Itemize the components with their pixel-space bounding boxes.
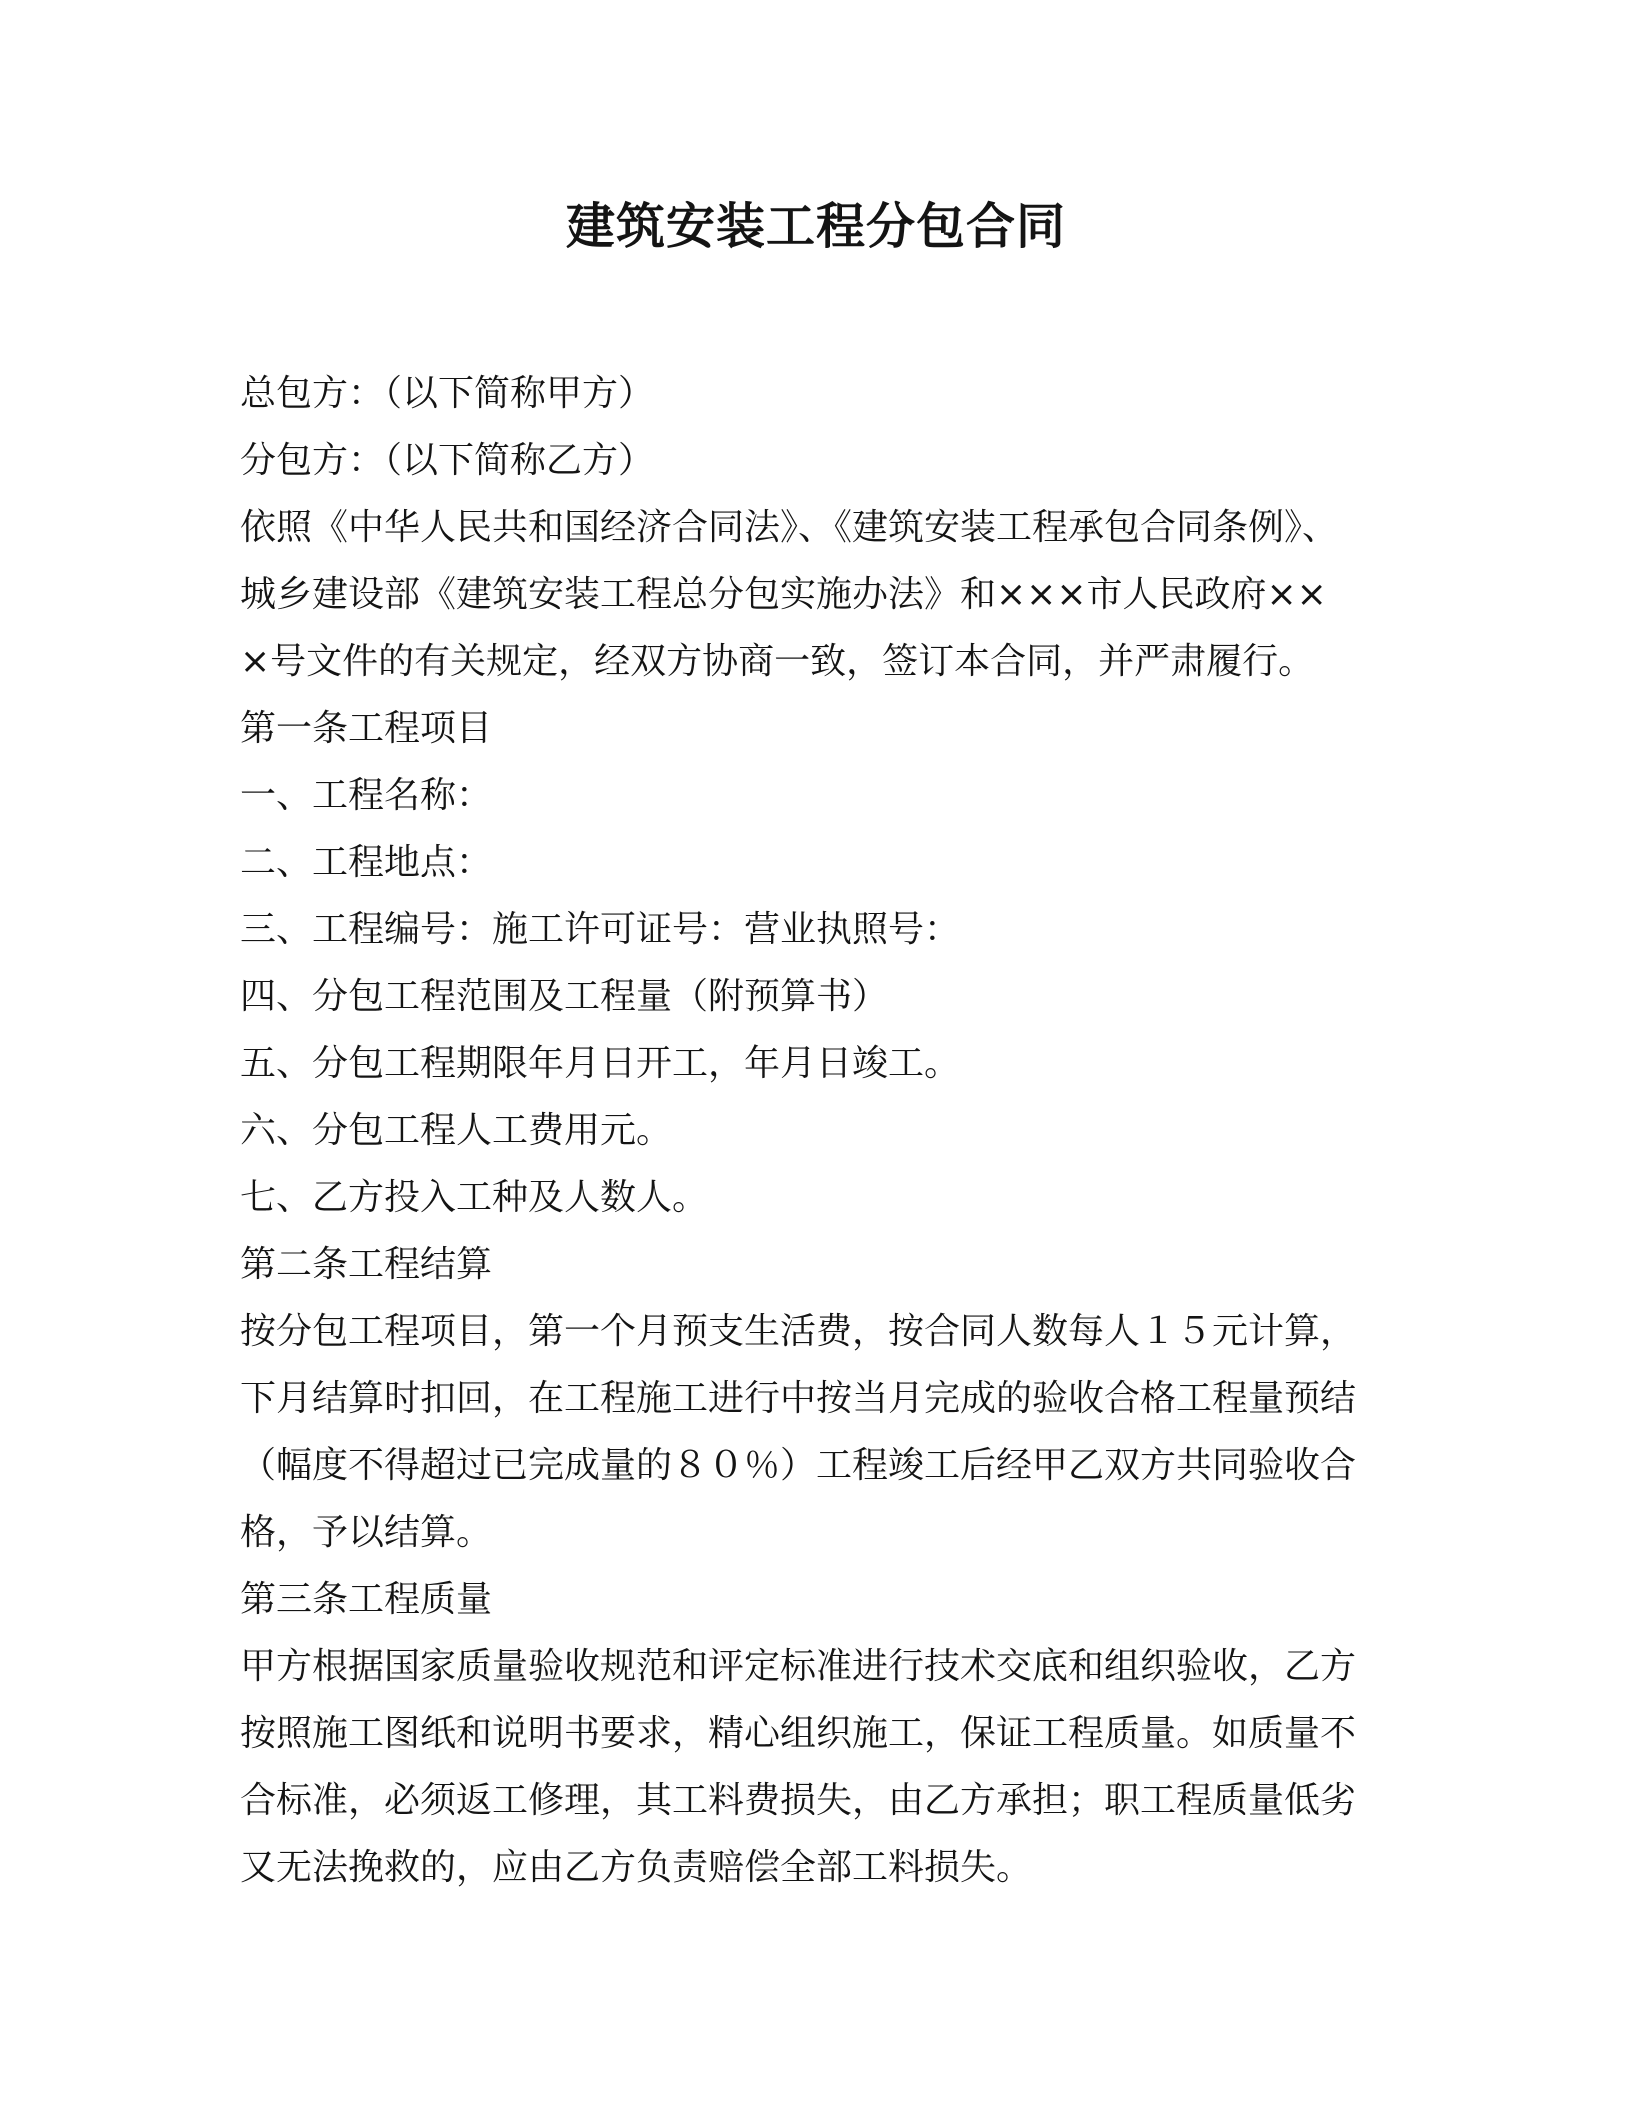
paragraph-line: 合标准，必须返工修理，其工料费损失，由乙方承担；职工程质量低劣 [240, 1780, 1357, 1821]
clause-line: 四、分包工程范围及工程量（附预算书） [240, 976, 889, 1017]
clause-line: 三、工程编号：施工许可证号：营业执照号： [240, 909, 961, 950]
party-a-line: 总包方：（以下简称甲方） [240, 373, 655, 414]
paragraph-line: 甲方根据国家质量验收规范和评定标准进行技术交底和组织验收，乙方 [240, 1646, 1357, 1687]
clause-line: 二、工程地点： [240, 842, 493, 883]
document-body [240, 360, 1382, 1901]
preamble-line: 城乡建设部《建筑安装工程总分包实施办法》和×××市人民政府×× [240, 574, 1327, 615]
paragraph-line: 又无法挽救的，应由乙方负责赔偿全部工料损失。 [240, 1847, 1033, 1888]
party-b-line: 分包方：（以下简称乙方） [240, 440, 655, 481]
clause-line: 五、分包工程期限年月日开工，年月日竣工。 [240, 1043, 961, 1084]
paragraph-line: 按照施工图纸和说明书要求，精心组织施工，保证工程质量。如质量不 [240, 1713, 1357, 1754]
paragraph-line: 按分包工程项目，第一个月预支生活费，按合同人数每人１５元计算， [240, 1311, 1357, 1352]
article-heading: 第三条工程质量 [240, 1579, 493, 1620]
paragraph-line: （幅度不得超过已完成量的８０％）工程竣工后经甲乙双方共同验收合 [240, 1445, 1357, 1486]
paragraph-line: 下月结算时扣回，在工程施工进行中按当月完成的验收合格工程量预结 [240, 1378, 1357, 1419]
article-heading: 第二条工程结算 [240, 1244, 493, 1285]
paragraph-line: 格，予以结算。 [240, 1512, 493, 1553]
clause-line: 一、工程名称： [240, 775, 493, 816]
document-title: 建筑安装工程分包合同 [565, 198, 1066, 255]
preamble-line: ×号文件的有关规定，经双方协商一致，签订本合同，并严肃履行。 [240, 641, 1315, 682]
clause-line: 七、乙方投入工种及人数人。 [240, 1177, 709, 1218]
clause-line: 六、分包工程人工费用元。 [240, 1110, 673, 1151]
article-heading: 第一条工程项目 [240, 708, 493, 749]
preamble-line: 依照《中华人民共和国经济合同法》、《建筑安装工程承包合同条例》、 [240, 507, 1339, 548]
